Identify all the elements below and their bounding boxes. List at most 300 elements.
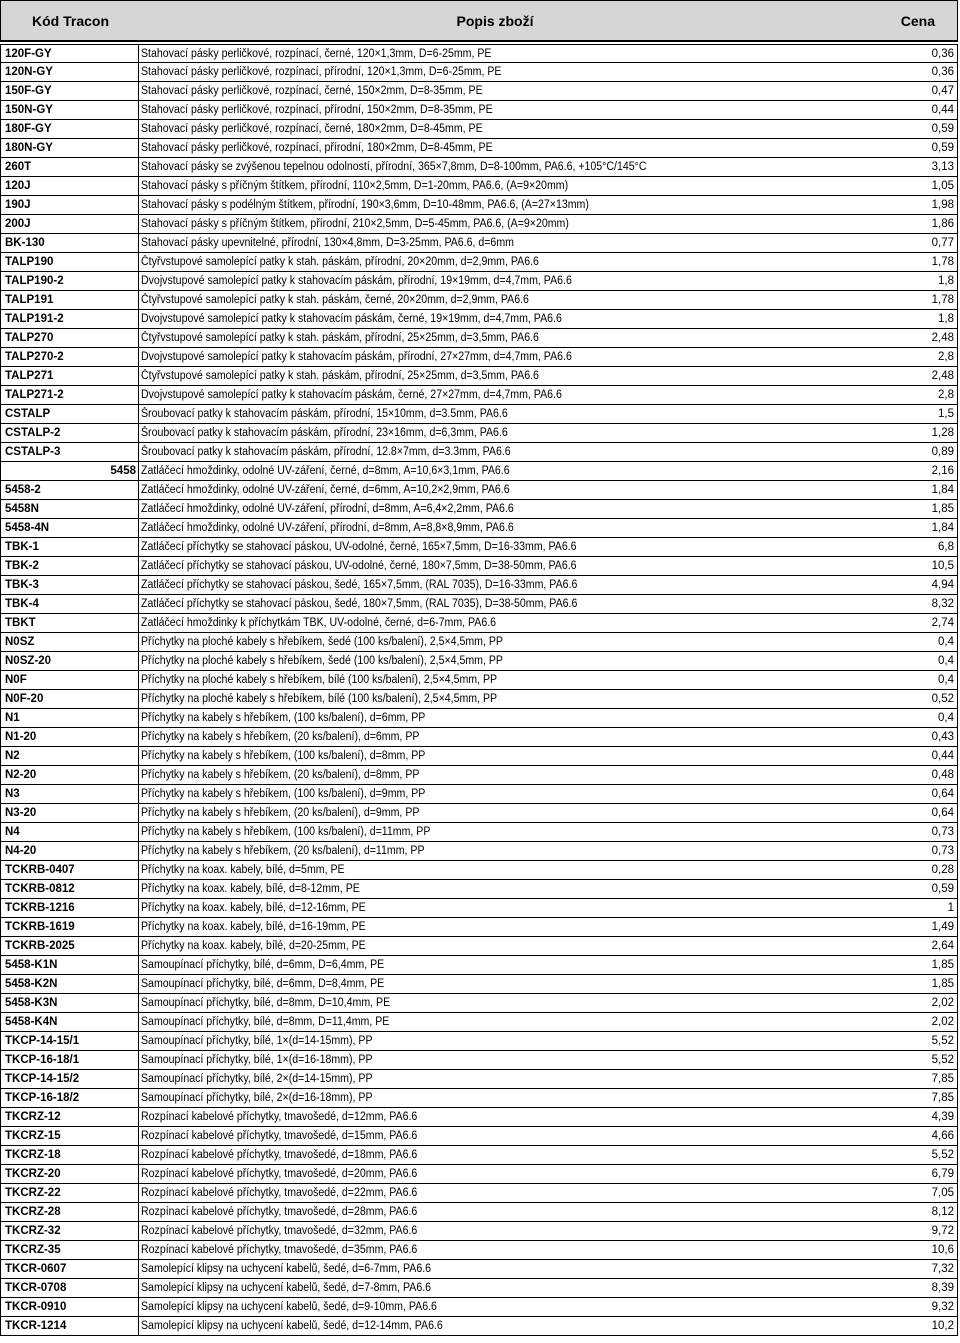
product-price: 1,84 xyxy=(878,481,958,499)
product-price: 1,98 xyxy=(878,196,958,214)
header-price: Cena xyxy=(900,13,935,29)
product-description xyxy=(139,291,879,309)
product-code: N4 xyxy=(0,823,139,841)
product-code: 120F-GY xyxy=(0,45,139,63)
product-description-text: Příchytky na koax. kabely, bílé, d=8-12mm, PE xyxy=(141,883,360,895)
table-row xyxy=(0,728,958,747)
product-description xyxy=(139,671,879,689)
product-description-text: Stahovací pásky upevnitelné, přírodní, 130×4,8mm, D=3-25mm, PA6.6, d=6mm xyxy=(141,237,514,249)
product-price: 0,36 xyxy=(878,45,958,63)
table-row xyxy=(0,1203,958,1222)
product-code: N2-20 xyxy=(0,766,139,784)
product-code: TALP270 xyxy=(0,329,139,347)
product-price: 9,32 xyxy=(878,1298,958,1316)
product-code: CSTALP xyxy=(0,405,139,423)
table-row xyxy=(0,177,958,196)
table-row xyxy=(0,1089,958,1108)
product-code: TKCRZ-12 xyxy=(0,1108,139,1126)
product-description-text: Zatláčecí hmoždinky k příchytkám TBK, UV-odolné, černé, d=6-7mm, PA6.6 xyxy=(141,617,497,629)
product-description xyxy=(139,595,879,613)
product-description xyxy=(139,310,879,328)
product-description-text: Samolepící klipsy na uchycení kabelů, šedé, d=6-7mm, PA6.6 xyxy=(141,1263,432,1275)
product-price: 0,73 xyxy=(878,842,958,860)
product-description xyxy=(139,45,879,63)
table-row xyxy=(0,918,958,937)
product-price: 1,78 xyxy=(878,253,958,271)
product-price: 7,85 xyxy=(878,1089,958,1107)
table-row xyxy=(0,234,958,253)
product-code: TKCRZ-28 xyxy=(0,1203,139,1221)
product-description-text: Dvojvstupové samolepící patky k stahovacím páskám, přírodní, 27×27mm, d=4,7mm, PA6.6 xyxy=(141,351,572,363)
product-code: TKCP-16-18/2 xyxy=(0,1089,139,1107)
table-row xyxy=(0,1108,958,1127)
product-code: TCKRB-0812 xyxy=(0,880,139,898)
table-row xyxy=(0,424,958,443)
product-price: 8,39 xyxy=(878,1279,958,1297)
product-description-text: Čtyřvstupové samolepící patky k stah. páskám, černé, 20×20mm, d=2,9mm, PA6.6 xyxy=(141,294,529,306)
table-row xyxy=(0,139,958,158)
product-code: 5458-4N xyxy=(0,519,139,537)
table-row xyxy=(0,633,958,652)
product-description xyxy=(139,481,879,499)
table-row xyxy=(0,1241,958,1260)
product-description-text: Čtyřvstupové samolepící patky k stah. páskám, přírodní, 25×25mm, d=3,5mm, PA6.6 xyxy=(141,332,539,344)
product-description xyxy=(139,766,879,784)
table-row xyxy=(0,291,958,310)
table-row xyxy=(0,823,958,842)
table-row xyxy=(0,899,958,918)
product-code: TCKRB-1216 xyxy=(0,899,139,917)
product-description-text: Zatláčecí hmoždinky, odolné UV-záření, přírodní, d=8mm, A=8,8×8,9mm, PA6.6 xyxy=(141,522,514,534)
product-code: 5458-2 xyxy=(0,481,139,499)
product-price: 4,39 xyxy=(878,1108,958,1126)
product-code: TALP271-2 xyxy=(0,386,139,404)
product-description-text: Stahovací pásky s příčným štítkem, přírodní, 210×2,5mm, D=5-45mm, PA6.6, (A=9×20mm) xyxy=(141,218,569,230)
table-row xyxy=(0,652,958,671)
product-description xyxy=(139,1013,879,1031)
product-description xyxy=(139,1222,879,1240)
product-code: 120J xyxy=(0,177,139,195)
product-description-text: Příchytky na ploché kabely s hřebíkem, bílé (100 ks/balení), 2,5×4,5mm, PP xyxy=(141,674,498,686)
product-price: 4,94 xyxy=(878,576,958,594)
product-price: 7,05 xyxy=(878,1184,958,1202)
product-description-text: Stahovací pásky se zvýšenou tepelnou odolností, přírodní, 365×7,8mm, D=8-100mm, PA6.6, +105°C/145°C xyxy=(141,161,647,173)
product-code: N2 xyxy=(0,747,139,765)
product-description-text: Dvojvstupové samolepící patky k stahovacím páskám, přírodní, 19×19mm, d=4,7mm, PA6.6 xyxy=(141,275,572,287)
table-row xyxy=(0,557,958,576)
table-row xyxy=(0,1127,958,1146)
product-description xyxy=(139,139,879,157)
product-description-text: Stahovací pásky perličkové, rozpínací, černé, 120×1,3mm, D=6-25mm, PE xyxy=(141,48,492,60)
product-price: 5,52 xyxy=(878,1051,958,1069)
product-code: 5458 xyxy=(0,462,139,480)
product-description xyxy=(139,462,879,480)
product-description xyxy=(139,1184,879,1202)
product-description-text: Stahovací pásky perličkové, rozpínací, přírodní, 180×2mm, D=8-45mm, PE xyxy=(141,142,493,154)
product-description xyxy=(139,614,879,632)
product-description-text: Samoupínací příchytky, bílé, d=8mm, D=11,4mm, PE xyxy=(141,1016,390,1028)
product-code: TALP191 xyxy=(0,291,139,309)
product-description-text: Čtyřvstupové samolepící patky k stah. páskám, přírodní, 20×20mm, d=2,9mm, PA6.6 xyxy=(141,256,539,268)
product-price: 6,79 xyxy=(878,1165,958,1183)
product-price: 2,8 xyxy=(878,348,958,366)
table-row xyxy=(0,519,958,538)
product-price: 8,12 xyxy=(878,1203,958,1221)
product-code: N0F-20 xyxy=(0,690,139,708)
product-price: 7,85 xyxy=(878,1070,958,1088)
product-code: TCKRB-1619 xyxy=(0,918,139,936)
product-description xyxy=(139,1070,879,1088)
table-row xyxy=(0,690,958,709)
product-price: 10,6 xyxy=(878,1241,958,1259)
product-code: TKCP-14-15/2 xyxy=(0,1070,139,1088)
table-body xyxy=(0,44,958,1336)
product-description-text: Stahovací pásky s podélným štítkem, přírodní, 190×3,6mm, D=10-48mm, PA6.6, (A=27×13mm) xyxy=(141,199,589,211)
product-price: 0,36 xyxy=(878,63,958,81)
table-row xyxy=(0,1279,958,1298)
product-description-text: Samoupínací příchytky, bílé, d=8mm, D=10,4mm, PE xyxy=(141,997,391,1009)
product-description xyxy=(139,272,879,290)
table-row xyxy=(0,614,958,633)
product-price: 5,52 xyxy=(878,1146,958,1164)
product-price: 2,64 xyxy=(878,937,958,955)
product-code: 180F-GY xyxy=(0,120,139,138)
product-description-text: Příchytky na koax. kabely, bílé, d=5mm, PE xyxy=(141,864,345,876)
product-description-text: Příchytky na koax. kabely, bílé, d=12-16mm, PE xyxy=(141,902,366,914)
table-row xyxy=(0,481,958,500)
product-description-text: Rozpínací kabelové příchytky, tmavošedé, d=35mm, PA6.6 xyxy=(141,1244,418,1256)
product-code: TKCR-0708 xyxy=(0,1279,139,1297)
product-description xyxy=(139,1241,879,1259)
product-description xyxy=(139,861,879,879)
product-description-text: Samoupínací příchytky, bílé, 2×(d=16-18mm), PP xyxy=(141,1092,373,1104)
product-code: 190J xyxy=(0,196,139,214)
product-price: 6,8 xyxy=(878,538,958,556)
product-description xyxy=(139,386,879,404)
table-row xyxy=(0,1317,958,1336)
product-price: 0,59 xyxy=(878,120,958,138)
product-price: 1 xyxy=(878,899,958,917)
table-row xyxy=(0,766,958,785)
product-description-text: Příchytky na kabely s hřebíkem, (100 ks/balení), d=6mm, PP xyxy=(141,712,426,724)
product-price: 5,52 xyxy=(878,1032,958,1050)
product-price: 0,59 xyxy=(878,139,958,157)
product-code: 5458-K3N xyxy=(0,994,139,1012)
table-row xyxy=(0,462,958,481)
product-description-text: Příchytky na ploché kabely s hřebíkem, šedé (100 ks/balení), 2,5×4,5mm, PP xyxy=(141,636,503,648)
product-description xyxy=(139,1089,879,1107)
product-description-text: Stahovací pásky perličkové, rozpínací, přírodní, 120×1,3mm, D=6-25mm, PE xyxy=(141,66,502,78)
product-code: TKCP-16-18/1 xyxy=(0,1051,139,1069)
product-price: 10,2 xyxy=(878,1317,958,1335)
table-row xyxy=(0,215,958,234)
header-code: Kód Tracon xyxy=(31,13,109,29)
product-price: 0,47 xyxy=(878,82,958,100)
product-description xyxy=(139,329,879,347)
product-price: 0,4 xyxy=(878,709,958,727)
product-price: 10,5 xyxy=(878,557,958,575)
product-price: 0,43 xyxy=(878,728,958,746)
product-description-text: Rozpínací kabelové příchytky, tmavošedé, d=12mm, PA6.6 xyxy=(141,1111,418,1123)
product-price: 8,32 xyxy=(878,595,958,613)
product-code: TBK-3 xyxy=(0,576,139,594)
table-row xyxy=(0,310,958,329)
table-row xyxy=(0,101,958,120)
product-code: TALP270-2 xyxy=(0,348,139,366)
product-description-text: Zatláčecí hmoždinky, odolné UV-záření, přírodní, d=8mm, A=6,4×2,2mm, PA6.6 xyxy=(141,503,514,515)
product-description-text: Samoupínací příchytky, bílé, 2×(d=14-15mm), PP xyxy=(141,1073,373,1085)
product-price: 0,64 xyxy=(878,785,958,803)
product-description-text: Rozpínací kabelové příchytky, tmavošedé, d=15mm, PA6.6 xyxy=(141,1130,418,1142)
product-description xyxy=(139,899,879,917)
table-row xyxy=(0,937,958,956)
product-description-text: Šroubovací patky k stahovacím páskám, přírodní, 12.8×7mm, d=3.3mm, PA6.6 xyxy=(141,446,511,458)
product-code: N1-20 xyxy=(0,728,139,746)
table-row xyxy=(0,880,958,899)
table-row xyxy=(0,196,958,215)
product-code: TKCRZ-22 xyxy=(0,1184,139,1202)
product-code: TALP191-2 xyxy=(0,310,139,328)
product-description-text: Zatláčecí příchytky se stahovací páskou, UV-odolné, černé, 165×7,5mm, D=16-33mm, PA6.6 xyxy=(141,541,577,553)
product-code: TKCP-14-15/1 xyxy=(0,1032,139,1050)
product-description xyxy=(139,158,879,176)
product-description xyxy=(139,1279,879,1297)
product-code: 120N-GY xyxy=(0,63,139,81)
product-description xyxy=(139,728,879,746)
product-description xyxy=(139,1051,879,1069)
product-description-text: Samolepící klipsy na uchycení kabelů, šedé, d=9-10mm, PA6.6 xyxy=(141,1301,437,1313)
product-price: 1,84 xyxy=(878,519,958,537)
product-description xyxy=(139,652,879,670)
product-description-text: Samoupínací příchytky, bílé, 1×(d=14-15mm), PP xyxy=(141,1035,373,1047)
table-row xyxy=(0,956,958,975)
product-code: 5458N xyxy=(0,500,139,518)
table-row xyxy=(0,804,958,823)
product-description xyxy=(139,690,879,708)
product-description xyxy=(139,994,879,1012)
product-price: 0,44 xyxy=(878,747,958,765)
product-description xyxy=(139,1032,879,1050)
product-code: TBK-2 xyxy=(0,557,139,575)
table-row xyxy=(0,975,958,994)
product-code: 200J xyxy=(0,215,139,233)
product-code: TKCR-0910 xyxy=(0,1298,139,1316)
product-code: BK-130 xyxy=(0,234,139,252)
product-description xyxy=(139,63,879,81)
product-description-text: Příchytky na koax. kabely, bílé, d=16-19mm, PE xyxy=(141,921,366,933)
table-row xyxy=(0,1222,958,1241)
product-price: 0,59 xyxy=(878,880,958,898)
product-description-text: Rozpínací kabelové příchytky, tmavošedé, d=20mm, PA6.6 xyxy=(141,1168,418,1180)
product-price: 0,77 xyxy=(878,234,958,252)
product-description-text: Samoupínací příchytky, bílé, 1×(d=16-18mm), PP xyxy=(141,1054,373,1066)
product-description-text: Příchytky na kabely s hřebíkem, (100 ks/balení), d=8mm, PP xyxy=(141,750,426,762)
product-code: N3-20 xyxy=(0,804,139,822)
table-row xyxy=(0,44,958,63)
table-row xyxy=(0,63,958,82)
product-price: 2,8 xyxy=(878,386,958,404)
product-description xyxy=(139,1317,879,1335)
product-price: 1,05 xyxy=(878,177,958,195)
product-description xyxy=(139,120,879,138)
product-description-text: Příchytky na kabely s hřebíkem, (20 ks/balení), d=11mm, PP xyxy=(141,845,425,857)
table-row xyxy=(0,272,958,291)
table-row xyxy=(0,1184,958,1203)
product-description-text: Příchytky na ploché kabely s hřebíkem, šedé (100 ks/balení), 2,5×4,5mm, PP xyxy=(141,655,503,667)
table-row xyxy=(0,405,958,424)
product-description xyxy=(139,101,879,119)
product-description xyxy=(139,576,879,594)
product-description-text: Zatláčecí hmoždinky, odolné UV-záření, černé, d=8mm, A=10,6×3,1mm, PA6.6 xyxy=(141,465,510,477)
product-description xyxy=(139,196,879,214)
product-code: TALP271 xyxy=(0,367,139,385)
product-description xyxy=(139,1260,879,1278)
product-code: 5458-K2N xyxy=(0,975,139,993)
table-row xyxy=(0,158,958,177)
product-code: TBK-4 xyxy=(0,595,139,613)
product-description xyxy=(139,1165,879,1183)
product-price: 1,8 xyxy=(878,272,958,290)
product-description-text: Čtyřvstupové samolepící patky k stah. páskám, přírodní, 25×25mm, d=3,5mm, PA6.6 xyxy=(141,370,539,382)
product-price: 2,48 xyxy=(878,367,958,385)
product-description xyxy=(139,348,879,366)
product-description xyxy=(139,1108,879,1126)
product-description xyxy=(139,500,879,518)
product-price: 1,78 xyxy=(878,291,958,309)
product-code: N0SZ-20 xyxy=(0,652,139,670)
table-row xyxy=(0,386,958,405)
product-description xyxy=(139,956,879,974)
product-description xyxy=(139,747,879,765)
product-description-text: Zatláčecí příchytky se stahovací páskou, šedé, 180×7,5mm, (RAL 7035), D=38-50mm, PA6.6 xyxy=(141,598,578,610)
product-description-text: Dvojvstupové samolepící patky k stahovacím páskám, černé, 19×19mm, d=4,7mm, PA6.6 xyxy=(141,313,562,325)
product-description xyxy=(139,918,879,936)
product-description xyxy=(139,975,879,993)
product-description-text: Samolepící klipsy na uchycení kabelů, šedé, d=7-8mm, PA6.6 xyxy=(141,1282,432,1294)
product-description xyxy=(139,1146,879,1164)
product-code: TBKT xyxy=(0,614,139,632)
product-description xyxy=(139,424,879,442)
table-row xyxy=(0,1146,958,1165)
table-row xyxy=(0,1032,958,1051)
product-price: 2,02 xyxy=(878,1013,958,1031)
table-row xyxy=(0,576,958,595)
table-row xyxy=(0,842,958,861)
product-description xyxy=(139,785,879,803)
product-price: 1,28 xyxy=(878,424,958,442)
product-price: 2,48 xyxy=(878,329,958,347)
product-price: 9,72 xyxy=(878,1222,958,1240)
table-row xyxy=(0,671,958,690)
product-price: 2,02 xyxy=(878,994,958,1012)
product-description-text: Dvojvstupové samolepící patky k stahovacím páskám, černé, 27×27mm, d=4,7mm, PA6.6 xyxy=(141,389,562,401)
product-description-text: Rozpínací kabelové příchytky, tmavošedé, d=28mm, PA6.6 xyxy=(141,1206,418,1218)
product-price: 0,64 xyxy=(878,804,958,822)
product-code: TCKRB-2025 xyxy=(0,937,139,955)
table-header xyxy=(0,0,958,42)
product-description xyxy=(139,234,879,252)
table-row xyxy=(0,1298,958,1317)
product-description-text: Rozpínací kabelové příchytky, tmavošedé, d=18mm, PA6.6 xyxy=(141,1149,418,1161)
product-description xyxy=(139,253,879,271)
product-description xyxy=(139,709,879,727)
table-row xyxy=(0,1051,958,1070)
product-description-text: Příchytky na kabely s hřebíkem, (100 ks/balení), d=9mm, PP xyxy=(141,788,426,800)
product-description xyxy=(139,443,879,461)
product-code: 150F-GY xyxy=(0,82,139,100)
header-description: Popis zboží xyxy=(456,13,534,29)
product-description-text: Zatláčecí hmoždinky, odolné UV-záření, černé, d=6mm, A=10,2×2,9mm, PA6.6 xyxy=(141,484,510,496)
product-code: TKCRZ-35 xyxy=(0,1241,139,1259)
product-description-text: Stahovací pásky s příčným štítkem, přírodní, 110×2,5mm, D=1-20mm, PA6.6, (A=9×20mm) xyxy=(141,180,569,192)
table-row xyxy=(0,1013,958,1032)
product-price: 0,48 xyxy=(878,766,958,784)
product-code: TKCR-1214 xyxy=(0,1317,139,1335)
product-description xyxy=(139,405,879,423)
product-description-text: Rozpínací kabelové příchytky, tmavošedé, d=32mm, PA6.6 xyxy=(141,1225,418,1237)
product-description-text: Samoupínací příchytky, bílé, d=6mm, D=6,4mm, PE xyxy=(141,959,385,971)
product-price: 1,49 xyxy=(878,918,958,936)
product-code: 5458-K4N xyxy=(0,1013,139,1031)
product-code: TBK-1 xyxy=(0,538,139,556)
product-description-text: Zatláčecí příchytky se stahovací páskou, šedé, 165×7,5mm, (RAL 7035), D=16-33mm, PA6.6 xyxy=(141,579,578,591)
product-description-text: Šroubovací patky k stahovacím páskám, přírodní, 15×10mm, d=3.5mm, PA6.6 xyxy=(141,408,508,420)
table-row xyxy=(0,1260,958,1279)
product-code: TKCRZ-18 xyxy=(0,1146,139,1164)
product-description-text: Stahovací pásky perličkové, rozpínací, černé, 150×2mm, D=8-35mm, PE xyxy=(141,85,483,97)
product-code: N0SZ xyxy=(0,633,139,651)
table-row xyxy=(0,994,958,1013)
product-price: 0,52 xyxy=(878,690,958,708)
product-price: 1,85 xyxy=(878,956,958,974)
table-row xyxy=(0,120,958,139)
product-price: 1,85 xyxy=(878,975,958,993)
product-code: TALP190-2 xyxy=(0,272,139,290)
product-code: 150N-GY xyxy=(0,101,139,119)
product-description xyxy=(139,804,879,822)
product-description xyxy=(139,177,879,195)
product-code: 260T xyxy=(0,158,139,176)
product-description-text: Příchytky na ploché kabely s hřebíkem, bílé (100 ks/balení), 2,5×4,5mm, PP xyxy=(141,693,498,705)
product-code: TCKRB-0407 xyxy=(0,861,139,879)
product-description-text: Příchytky na kabely s hřebíkem, (20 ks/balení), d=9mm, PP xyxy=(141,807,420,819)
product-description xyxy=(139,519,879,537)
table-row xyxy=(0,329,958,348)
product-description xyxy=(139,937,879,955)
product-price: 1,8 xyxy=(878,310,958,328)
table-row xyxy=(0,348,958,367)
product-description-text: Příchytky na kabely s hřebíkem, (20 ks/balení), d=6mm, PP xyxy=(141,731,420,743)
product-price: 2,16 xyxy=(878,462,958,480)
table-row xyxy=(0,1070,958,1089)
product-price: 0,44 xyxy=(878,101,958,119)
table-row xyxy=(0,747,958,766)
product-price: 1,86 xyxy=(878,215,958,233)
product-description-text: Příchytky na koax. kabely, bílé, d=20-25mm, PE xyxy=(141,940,366,952)
table-row xyxy=(0,595,958,614)
table-row xyxy=(0,861,958,880)
product-price: 0,89 xyxy=(878,443,958,461)
product-description-text: Samoupínací příchytky, bílé, d=6mm, D=8,4mm, PE xyxy=(141,978,385,990)
table-row xyxy=(0,500,958,519)
product-description xyxy=(139,367,879,385)
product-description xyxy=(139,1127,879,1145)
product-code: 5458-K1N xyxy=(0,956,139,974)
product-code: N0F xyxy=(0,671,139,689)
product-code: TKCR-0607 xyxy=(0,1260,139,1278)
product-code: CSTALP-2 xyxy=(0,424,139,442)
product-description-text: Příchytky na kabely s hřebíkem, (20 ks/balení), d=8mm, PP xyxy=(141,769,420,781)
